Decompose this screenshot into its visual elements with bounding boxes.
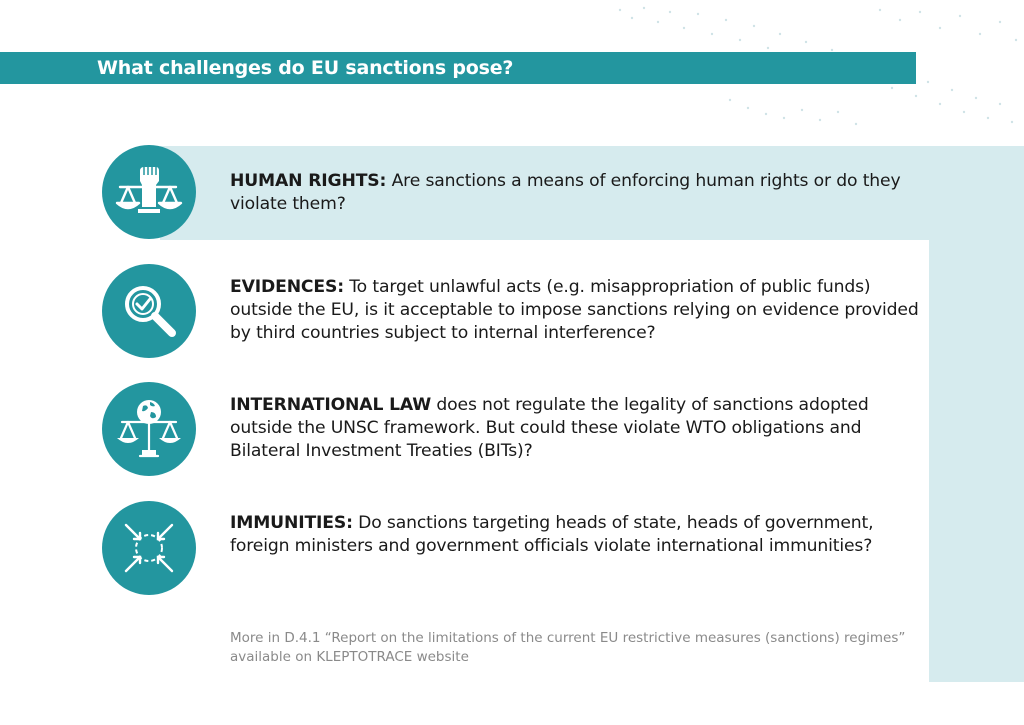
item-heading: INTERNATIONAL LAW <box>230 395 432 415</box>
item-evidences <box>230 276 920 345</box>
justice-scale-fist-icon <box>102 145 196 239</box>
item-human-rights <box>230 170 920 216</box>
item-body: Do sanctions targeting heads of state, heads of government, foreign ministers and government officials violate international immunities? <box>230 513 874 556</box>
item-heading: IMMUNITIES: <box>230 513 353 533</box>
magnifier-check-icon <box>102 264 196 358</box>
item-body: does not regulate the legality of sanctions adopted outside the UNSC framework. But could these violate WTO obligations and Bilateral Investment Treaties (BITs)? <box>230 395 869 461</box>
background-panel-right <box>929 146 1024 682</box>
item-immunities <box>230 512 920 558</box>
arrows-converge-icon <box>102 501 196 595</box>
item-international-law <box>230 394 920 463</box>
page-title: What challenges do EU sanctions pose? <box>97 57 514 79</box>
title-bar <box>0 52 916 84</box>
item-heading: HUMAN RIGHTS: <box>230 171 387 191</box>
item-body: To target unlawful acts (e.g. misappropriation of public funds) outside the EU, is it acceptable to impose sanctions relying on evidence provided by third countries subject to internal interference? <box>230 277 919 343</box>
globe-scale-icon <box>102 382 196 476</box>
item-heading: EVIDENCES: <box>230 277 344 297</box>
footnote: More in D.4.1 “Report on the limitations of the current EU restrictive measures (sanctions) regimes” available on KLEPTOTRACE website <box>230 630 906 665</box>
item-body: Are sanctions a means of enforcing human rights or do they violate them? <box>230 171 901 214</box>
